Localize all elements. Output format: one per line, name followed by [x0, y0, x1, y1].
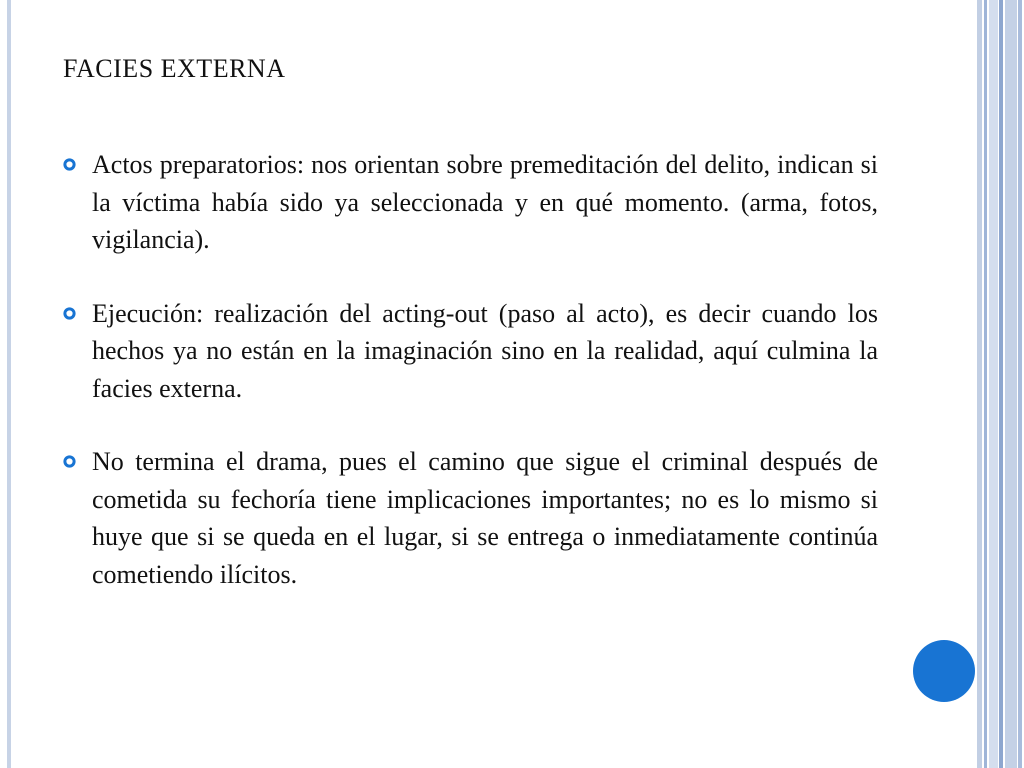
bullet-item: [63, 443, 878, 593]
stripe: [989, 0, 998, 768]
stripe: [984, 0, 987, 768]
stripe: [999, 0, 1003, 768]
bullet-item: [63, 146, 878, 259]
bullet-list: [63, 146, 878, 629]
bullet-item: [63, 295, 878, 408]
left-border-line: [7, 0, 11, 768]
stripe: [977, 0, 982, 768]
ring-bullet-icon: [63, 158, 76, 171]
bullet-text: No termina el drama, pues el camino que sigue el criminal después de cometida su fechoría tiene implicaciones importantes; no es lo mismo si huye que si se queda en el lugar, si se entrega o inmediatamente continúa cometiendo ilícitos.: [92, 447, 878, 589]
slide-title: FACIES EXTERNA: [63, 54, 286, 83]
blue-circle-icon: [913, 640, 975, 702]
ring-bullet-icon: [63, 455, 76, 468]
right-decorative-stripes: [975, 0, 1024, 768]
bullet-text: Actos preparatorios: nos orientan sobre premeditación del delito, indican si la víctima había sido ya seleccionada y en qué momento. (arma, fotos, vigilancia).: [92, 150, 878, 254]
stripe: [1018, 0, 1022, 768]
stripe: [1005, 0, 1017, 768]
ring-bullet-icon: [63, 307, 76, 320]
bullet-text: Ejecución: realización del acting-out (paso al acto), es decir cuando los hechos ya no están en la imaginación sino en la realidad, aquí culmina la facies externa.: [92, 298, 878, 403]
